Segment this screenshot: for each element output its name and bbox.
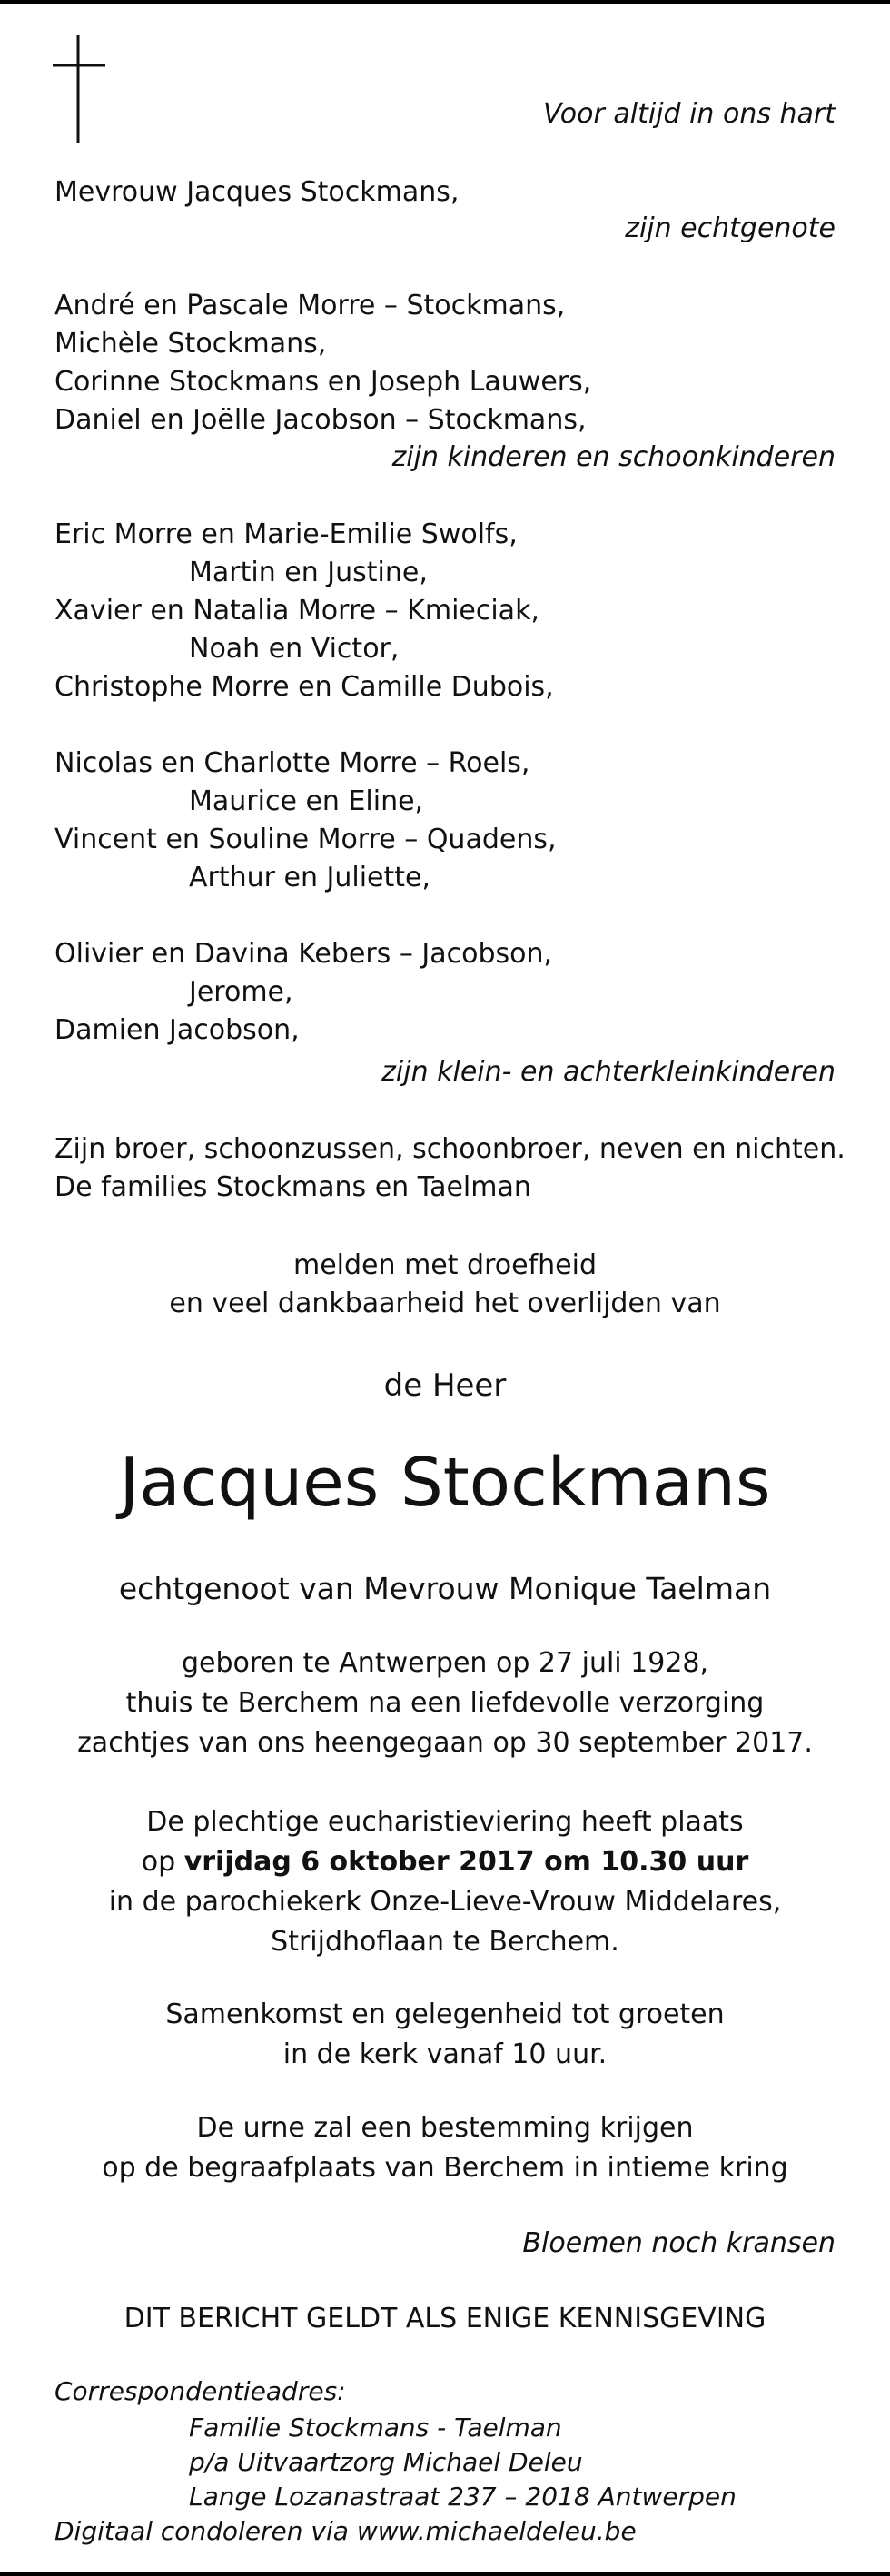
spouse-name: Mevrouw Jacques Stockmans,: [54, 176, 460, 208]
family-line: De families Stockmans en Taelman: [54, 1171, 531, 1203]
urn-line: De urne zal een bestemming krijgen: [196, 2112, 694, 2144]
announce-line: melden met droefheid: [293, 1249, 597, 1281]
ceremony-datetime-line: [0, 1844, 890, 1880]
life-line: thuis te Berchem na een liefdevolle verzorging: [125, 1687, 765, 1719]
deceased-spouse: echtgenoot van Mevrouw Monique Taelman: [118, 1571, 772, 1606]
child-line: Corinne Stockmans en Joseph Lauwers,: [54, 366, 592, 398]
life-line: zachtjes van ons heengegaan op 30 september 2017.: [77, 1727, 813, 1759]
grandchild-line: Christophe Morre en Camille Dubois,: [54, 671, 554, 703]
ceremony-line: in de parochiekerk Onze-Lieve-Vrouw Middelares,: [108, 1886, 782, 1918]
spouse-role: zijn echtgenote: [625, 212, 836, 244]
grandchild-line: Xavier en Natalia Morre – Kmieciak,: [54, 595, 539, 627]
gathering-line: in de kerk vanaf 10 uur.: [282, 2038, 608, 2070]
notice: DIT BERICHT GELDT ALS ENIGE KENNISGEVING: [124, 2303, 766, 2334]
deceased-title: de Heer: [383, 1367, 507, 1404]
children-role: zijn kinderen en schoonkinderen: [391, 441, 836, 473]
grandchild-line: Eric Morre en Marie-Emilie Swolfs,: [54, 518, 518, 550]
greatgrandchild-line: Noah en Victor,: [189, 633, 400, 665]
greatgrandchild-line: Jerome,: [189, 976, 293, 1008]
cross-icon: [53, 35, 107, 143]
correspondence-line: p/a Uitvaartzorg Michael Deleu: [189, 2447, 583, 2477]
ceremony-line: De plechtige eucharistieviering heeft plaats: [146, 1806, 744, 1838]
ceremony-datetime: vrijdag 6 oktober 2017 om 10.30 uur: [183, 1846, 749, 1878]
child-line: Daniel en Joëlle Jacobson – Stockmans,: [54, 404, 587, 436]
online-condolence: Digitaal condoleren via www.michaeldeleu.be: [54, 2516, 637, 2546]
grandchild-line: Vincent en Souline Morre – Quadens,: [54, 824, 557, 855]
announce-line: en veel dankbaarheid het overlijden van: [169, 1288, 721, 1319]
grandchild-line: Nicolas en Charlotte Morre – Roels,: [54, 747, 530, 779]
correspondence-label: Correspondentieadres:: [54, 2376, 346, 2406]
greatgrandchild-line: Arthur en Juliette,: [189, 862, 431, 893]
greatgrandchild-line: Maurice en Eline,: [189, 785, 424, 817]
urn-line: op de begraafplaats van Berchem in intieme kring: [102, 2152, 788, 2184]
ceremony-line: Strijdhoflaan te Berchem.: [271, 1926, 619, 1958]
deceased-name: Jacques Stockmans: [119, 1444, 771, 1522]
gathering-line: Samenkomst en gelegenheid tot groeten: [165, 1999, 725, 2030]
grandchild-line: Damien Jacobson,: [54, 1014, 300, 1046]
greatgrandchild-line: Martin en Justine,: [189, 557, 428, 588]
child-line: Michèle Stockmans,: [54, 328, 327, 360]
grandchild-line: Olivier en Davina Kebers – Jacobson,: [54, 938, 553, 970]
family-line: Zijn broer, schoonzussen, schoonbroer, neven en nichten.: [54, 1133, 846, 1165]
life-line: geboren te Antwerpen op 27 juli 1928,: [181, 1647, 709, 1679]
correspondence-line: Lange Lozanastraat 237 – 2018 Antwerpen: [189, 2482, 737, 2512]
child-line: André en Pascale Morre – Stockmans,: [54, 290, 566, 321]
grandchildren-role: zijn klein- en achterkleinkinderen: [381, 1056, 836, 1088]
ceremony-prefix: op: [141, 1846, 176, 1878]
correspondence-line: Familie Stockmans - Taelman: [189, 2413, 562, 2443]
flowers-note: Bloemen noch kransen: [522, 2227, 836, 2259]
motto: Voor altijd in ons hart: [543, 98, 836, 130]
